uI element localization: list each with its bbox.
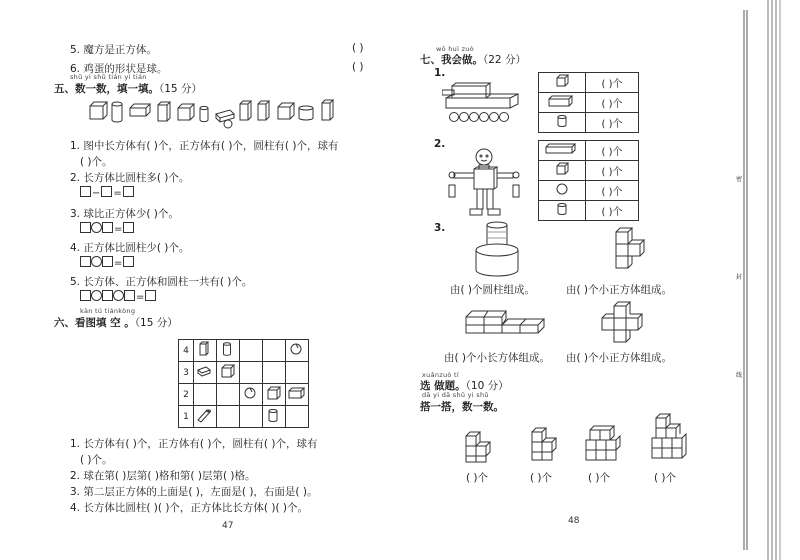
sphere-icon	[224, 120, 232, 128]
row-label: 4	[179, 340, 194, 362]
answer-box[interactable]	[123, 222, 134, 233]
answer-cell[interactable]: ( )个	[586, 201, 639, 221]
binding-char: 线	[736, 372, 743, 379]
sphere-icon	[241, 385, 259, 401]
shape-cell	[539, 161, 586, 181]
cylinder-icon	[200, 106, 208, 121]
sec8-subtitle: 搭一搭，数一数。	[420, 401, 504, 413]
cuboid-icon	[195, 341, 213, 357]
equation-box-row: =	[80, 290, 156, 303]
answer-cell[interactable]: ( )个	[586, 161, 639, 181]
sec7-title-text: 七、我会做。	[420, 54, 483, 66]
grid-cell	[263, 406, 286, 428]
cube-stack-2	[528, 424, 564, 464]
sec5-q1b: ( )个。	[80, 156, 113, 168]
cylinder-icon	[264, 407, 282, 423]
robot-count-table	[538, 140, 639, 221]
judge-text: 5. 魔方是正方体。	[70, 44, 157, 56]
sec6-score: （15 分）	[134, 317, 178, 329]
equation-box-row: =	[80, 256, 134, 269]
q3a-text: 由( )个圆柱组成。	[450, 284, 536, 296]
grid-cell	[240, 340, 263, 362]
sec6-q3: 3. 第二层正方体的上面是( )，左面是( )，右面是( )。	[70, 486, 318, 498]
grid-cell	[217, 362, 240, 384]
row-label: 1	[179, 406, 194, 428]
grid-cell	[286, 362, 309, 384]
sec5-title-text: 五、数一数，填一填。	[54, 83, 159, 95]
answer-cell[interactable]: ( )个	[586, 93, 639, 113]
answer-box[interactable]	[102, 290, 113, 301]
sec8-sub-pinyin: dā yi dā shǔ yi shǔ	[422, 391, 489, 399]
answer-box[interactable]	[102, 222, 113, 233]
answer-box[interactable]	[101, 186, 112, 197]
cube-icon	[90, 102, 107, 119]
tank-count-table	[538, 72, 639, 133]
grid-cell	[286, 406, 309, 428]
judge-text: 6. 鸡蛋的形状是球。	[70, 63, 168, 75]
cylinder-icon	[552, 114, 572, 128]
answer-box[interactable]	[80, 222, 91, 233]
grid-cell	[217, 384, 240, 406]
sec5-q4: 4. 正方体比圆柱少( )个。	[70, 242, 190, 254]
answer-circle[interactable]	[91, 290, 102, 301]
sec6-q4: 4. 长方体比圆柱( )( )个，正方体比长方体( )( )个。	[70, 502, 308, 514]
sec6-q1b: ( )个。	[80, 454, 113, 466]
cuboid-icon	[130, 104, 150, 116]
cube-cross-figure	[596, 300, 648, 348]
sphere-icon	[552, 182, 572, 196]
cylinder-icon	[195, 407, 213, 423]
sec8-answer-3[interactable]: ( )个	[588, 472, 611, 484]
shape-cell	[539, 73, 586, 93]
answer-box[interactable]	[80, 256, 91, 267]
judge-answer-6[interactable]: ( )	[352, 61, 364, 73]
sec5-shapes-strip	[88, 98, 338, 130]
sec5-score: （15 分）	[159, 83, 202, 95]
answer-box[interactable]	[145, 290, 156, 301]
grid-cell	[286, 340, 309, 362]
answer-box[interactable]	[123, 256, 134, 267]
cube-stack-4	[650, 412, 690, 464]
cube-icon	[278, 103, 294, 119]
answer-cell[interactable]: ( )个	[586, 113, 639, 133]
sec7-pinyin: wǒ huì zuò	[436, 45, 474, 53]
row-label: 2	[179, 384, 194, 406]
page-number-right: 48	[568, 516, 580, 526]
answer-circle[interactable]	[113, 290, 124, 301]
grid-cell	[194, 362, 217, 384]
grid-cell	[240, 384, 263, 406]
grid-cell	[263, 362, 286, 384]
q3b-text: 由( )个小正方体组成。	[566, 284, 673, 296]
cuboid-icon	[158, 102, 170, 121]
cube-icon	[552, 162, 572, 176]
tank-figure	[442, 80, 526, 126]
sec8-score: （10 分）	[465, 380, 509, 392]
cube-icon	[178, 104, 194, 120]
answer-circle[interactable]	[91, 256, 102, 267]
grid-cell	[263, 384, 286, 406]
cube-icon	[264, 385, 282, 401]
shape-cell	[539, 93, 586, 113]
sec8-pinyin: xuǎnzuò tí	[422, 371, 459, 379]
sec5-q5: 5. 长方体、正方体和圆柱一共有( )个。	[70, 276, 253, 288]
sec8-answer-4[interactable]: ( )个	[654, 472, 677, 484]
grid-cell	[194, 384, 217, 406]
sec5-pinyin: shǔ yi shǔ tián yi tián	[70, 73, 147, 81]
answer-box[interactable]	[124, 290, 135, 301]
answer-box[interactable]	[102, 256, 113, 267]
cylinder-icon	[112, 102, 122, 122]
grid-cell	[286, 384, 309, 406]
cuboid-icon	[216, 110, 234, 122]
sec5-q3: 3. 球比正方体少( )个。	[70, 208, 179, 220]
q3-number: 3.	[434, 222, 446, 234]
sec8-answer-2[interactable]: ( )个	[530, 472, 553, 484]
cuboid-icon	[322, 100, 333, 120]
cube-stack-3	[584, 422, 624, 464]
sec6-q2: 2. 球在第( )层第( )格和第( )层第( )格。	[70, 470, 256, 482]
cuboid-icon	[544, 142, 580, 156]
sec6-title-text: 六、看图填 空 。	[54, 317, 135, 329]
answer-cell[interactable]: ( )个	[586, 181, 639, 201]
sphere-icon	[287, 341, 305, 357]
cuboid-icon	[258, 101, 269, 120]
cube-icon	[218, 363, 236, 379]
cuboid-stack-figure	[462, 303, 548, 335]
cuboid-icon	[195, 363, 213, 379]
grid-cell	[263, 340, 286, 362]
grid-cell	[194, 340, 217, 362]
cube-stack-figure	[612, 222, 646, 270]
shape-cell	[539, 141, 586, 161]
answer-cell[interactable]: ( )个	[586, 141, 639, 161]
q1-number: 1.	[434, 67, 446, 79]
sec8-answer-1[interactable]: ( )个	[466, 472, 489, 484]
shape-cell	[539, 181, 586, 201]
q3c-text: 由( )个小长方体组成。	[444, 352, 551, 364]
grid-cell	[217, 406, 240, 428]
cuboid-icon	[287, 385, 305, 401]
cube-stack-1	[464, 428, 500, 464]
judge-answer-5[interactable]: ( )	[352, 42, 364, 54]
cuboid-icon	[547, 94, 577, 108]
sec5-q2: 2. 长方体比圆柱多( )个。	[70, 172, 190, 184]
binding-lines	[738, 0, 800, 560]
cylinder-icon	[218, 341, 236, 357]
sec6-pinyin: kàn tú tiánkòng	[80, 307, 136, 315]
judge-item-5	[70, 42, 157, 57]
grid-cell	[194, 406, 217, 428]
sec5-q1: 1. 图中长方体有( )个，正方体有( )个，圆柱有( )个，球有	[70, 140, 339, 152]
sec7-score: （22 分）	[483, 54, 526, 66]
equation-box-row: − =	[80, 186, 134, 199]
sec5-title	[54, 81, 202, 96]
cylinder-icon	[299, 106, 313, 120]
grid-cell	[240, 406, 263, 428]
sec6-q1: 1. 长方体有( )个，正方体有( )个，圆柱有( )个，球有	[70, 438, 318, 450]
row-label: 3	[179, 362, 194, 384]
grid-cell	[240, 362, 263, 384]
page-number-left: 47	[222, 521, 234, 531]
answer-box[interactable]	[123, 186, 134, 197]
answer-box[interactable]	[80, 290, 91, 301]
stacked-cylinders-figure	[474, 220, 520, 278]
cylinder-icon	[552, 202, 572, 216]
q3d-text: 由( )个小正方体组成。	[566, 352, 673, 364]
binding-char: 封	[736, 274, 743, 281]
robot-figure	[446, 147, 522, 217]
grid-cell	[217, 340, 240, 362]
answer-circle[interactable]	[91, 222, 102, 233]
binding-char: 密	[736, 176, 743, 183]
shape-cell	[539, 113, 586, 133]
sec7-title	[420, 52, 526, 67]
equation-box-row: =	[80, 222, 134, 235]
shape-grid	[178, 339, 309, 428]
q2-number: 2.	[434, 138, 446, 150]
sec8-title-text: 选 做题。	[420, 380, 466, 392]
cube-icon	[552, 74, 572, 88]
answer-cell[interactable]: ( )个	[586, 73, 639, 93]
cuboid-icon	[240, 101, 251, 120]
answer-box[interactable]	[80, 186, 91, 197]
shape-cell	[539, 201, 586, 221]
sec6-title	[54, 315, 178, 330]
binding-strip	[738, 0, 800, 560]
